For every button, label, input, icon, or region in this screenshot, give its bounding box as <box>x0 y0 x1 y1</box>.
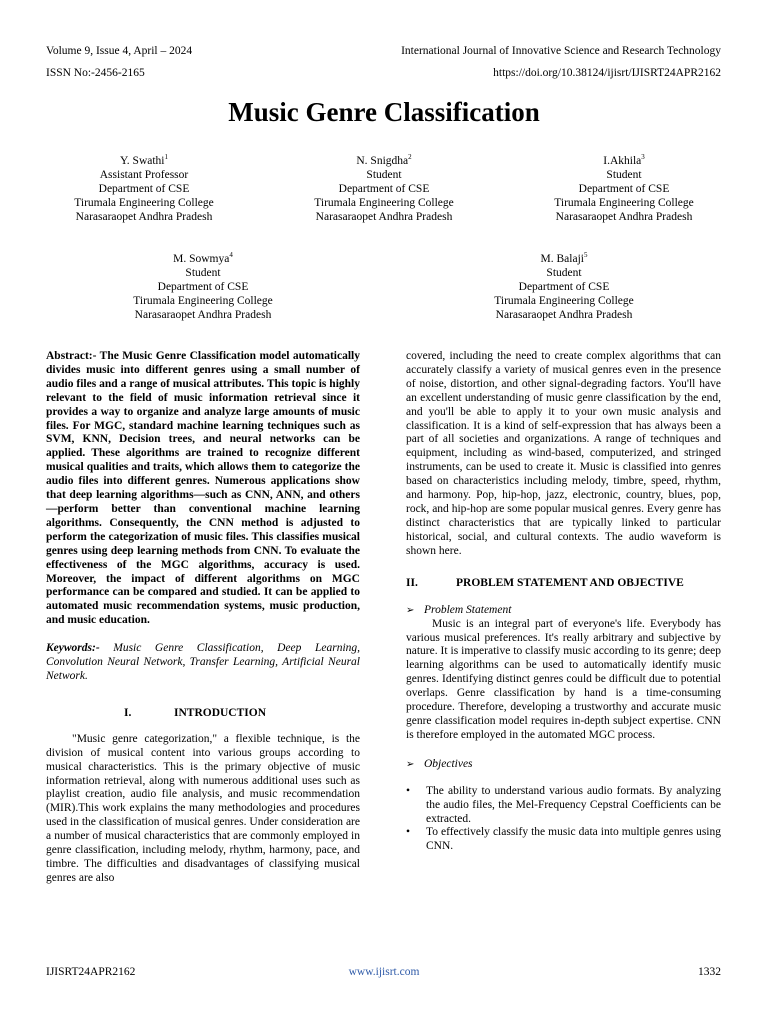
author-dept: Department of CSE <box>578 183 670 195</box>
author-place: Narasaraopet Andhra Pradesh <box>315 211 453 223</box>
author-place: Narasaraopet Andhra Pradesh <box>134 309 272 321</box>
list-item <box>406 826 721 854</box>
keywords-text: Music Genre Classification, Deep Learning, Convolution Neural Network, Transfer Learning, Artificial Neural Network. <box>46 642 361 682</box>
volume-info: Volume 9, Issue 4, April – 2024 <box>46 45 193 57</box>
objective-text: To effectively classify the music data into multiple genres using CNN. <box>426 826 721 853</box>
author-name: N. Snigdha <box>356 155 409 167</box>
author-role: Student <box>546 267 582 279</box>
author-affil-mark: 3 <box>641 153 645 162</box>
author-affil-mark: 5 <box>583 251 588 260</box>
keywords-label: Keywords:- <box>46 642 100 655</box>
author-college: Tirumala Engineering College <box>314 197 454 209</box>
author-role: Student <box>606 169 642 181</box>
author-name: Y. Swathi <box>119 155 165 167</box>
author-affil-mark: 4 <box>229 251 233 260</box>
right-column <box>406 350 721 854</box>
left-column <box>46 350 360 886</box>
journal-name: International Journal of Innovative Science and Research Technology <box>401 45 721 57</box>
author-college: Tirumala Engineering College <box>74 197 214 209</box>
section-heading-introduction <box>46 706 360 720</box>
subheading-label: Problem Statement <box>424 603 512 616</box>
section-title: INTRODUCTION <box>174 706 267 719</box>
author-dept: Department of CSE <box>98 183 190 195</box>
author-place: Narasaraopet Andhra Pradesh <box>75 211 213 223</box>
author-place: Narasaraopet Andhra Pradesh <box>495 309 633 321</box>
objectives-list <box>406 785 721 855</box>
doi-link[interactable]: https://doi.org/10.38124/ijisrt/IJISRT24APR2162 <box>493 67 721 79</box>
author-dept: Department of CSE <box>157 281 249 293</box>
author-name: I.Akhila <box>603 155 642 167</box>
author-role: Student <box>366 169 402 181</box>
author-block <box>274 154 494 224</box>
footer-site-link[interactable]: www.ijisrt.com <box>348 966 420 978</box>
author-name: M. Sowmya <box>173 253 230 265</box>
section-number: I. <box>124 706 132 719</box>
author-affil-mark: 2 <box>408 153 412 162</box>
bullet-icon: • <box>406 784 411 797</box>
author-role: Student <box>185 267 221 279</box>
author-block <box>454 252 674 322</box>
author-college: Tirumala Engineering College <box>554 197 694 209</box>
objective-text: The ability to understand various audio formats. By analyzing the audio files, the Mel-Frequency Cepstral Coefficients can be extracted. <box>426 784 721 825</box>
abstract: Abstract:- The Music Genre Classification model automatically divides music into different genres using a small number of audio files and a range of musical attributes. This topic is highly relevant to the field of music information retrieval since it provides a way to organize and analyze large amounts of music files. For MGC, standard machine learning techniques such as SVM, KNN, Decision trees, and neural networks can be applied. These algorithms are trained to recognize different musical qualities and traits, which allows them to categorize the audio files into different genres. Numerous applications show that deep learning algorithms—such as CNN, ANN, and others—perform better than conventional machine learning algorithms. Consequently, the CNN method is adjusted to perform the categorization of music files. This classifies musical genres using deep learning methods from CNN. To evaluate the effectiveness of the MGC algorithms, accuracy is used. Moreover, the impact of different algorithms on MGC performance can be compared and studied. It can be applied to automated music recommendation systems, music production, and music education. <box>46 350 360 627</box>
author-role: Assistant Professor <box>99 169 189 181</box>
intro-paragraph: "Music genre categorization," a flexible technique, is the division of musical content into various groups according to musical characteristics. This is the primary objective of music information retrieval, along with numerous additional uses such as playlist creation, audio file analysis, and music recommendation (MIR).This work explains the many methodologies and procedures used in the classification of musical genres. Under consideration are a number of musical characteristics that are commonly employed in genre classification, including melody, rhythm, harmony, pace, and timbre. The difficulties and disadvantages of classifying musical genres are also <box>46 732 360 884</box>
paper-title: Music Genre Classification <box>228 97 540 127</box>
problem-paragraph: Music is an integral part of everyone's life. Everybody has various musical preferences. It's really arbitrary and subjective by nature. It is imperative to classify music according to its genre; deep learning algorithms can be used to automatically identify music genres. Identifying distinct genres could be difficult due to potential overlaps. Genre classification by hand is a time-consuming procedure. Therefore, developing a trustworthy and accurate music genre classification model requires in-depth subject expertise. CNN is therefore employed in the automated MGC process. <box>406 617 721 741</box>
arrow-bullet-icon: ➢ <box>406 758 415 770</box>
intro-paragraph-continued: covered, including the need to create complex algorithms that can accurately classify a variety of musical genres even in the presence of noise, distortion, and other signal-degrading factors. You'll have an excellent understanding of music genre classification by the end, and you'll be able to apply it to your own music analysis and classification. It is a kind of self-expression that has always been a part of all societies and organizations. A range of techniques and equipment, including as wind-based, computerized, and stringed instruments, can be used to create it. Music is classified into genres based on characteristics including melody, timbre, speed, rhythm, and harmony. Pop, hip-hop, jazz, electronic, country, blues, pop, rock, and hip-hop are some popular musical genres. Every genre has distinct characteristics that are typically linked to particular historical, social, and cultural contexts. The audio waveform is shown here. <box>406 350 721 557</box>
author-affil-mark: 1 <box>164 153 169 162</box>
subheading-problem-statement <box>406 603 721 618</box>
author-college: Tirumala Engineering College <box>133 295 273 307</box>
section-number: II. <box>406 576 418 589</box>
footer-paper-id: IJISRT24APR2162 <box>46 966 136 978</box>
author-block <box>93 252 313 322</box>
subheading-label: Objectives <box>424 757 473 770</box>
section-title: PROBLEM STATEMENT AND OBJECTIVE <box>456 576 684 589</box>
subheading-objectives <box>406 757 721 772</box>
author-name: M. Balaji <box>540 253 584 265</box>
author-dept: Department of CSE <box>518 281 610 293</box>
arrow-bullet-icon: ➢ <box>406 604 415 616</box>
section-heading-problem <box>406 576 721 590</box>
keywords <box>46 642 360 684</box>
author-dept: Department of CSE <box>338 183 430 195</box>
list-item <box>406 785 721 827</box>
bullet-icon: • <box>406 826 411 839</box>
author-block <box>34 154 254 224</box>
author-place: Narasaraopet Andhra Pradesh <box>555 211 693 223</box>
author-college: Tirumala Engineering College <box>494 295 634 307</box>
page-number: 1332 <box>698 966 721 978</box>
author-block <box>514 154 734 224</box>
issn: ISSN No:-2456-2165 <box>46 67 145 79</box>
